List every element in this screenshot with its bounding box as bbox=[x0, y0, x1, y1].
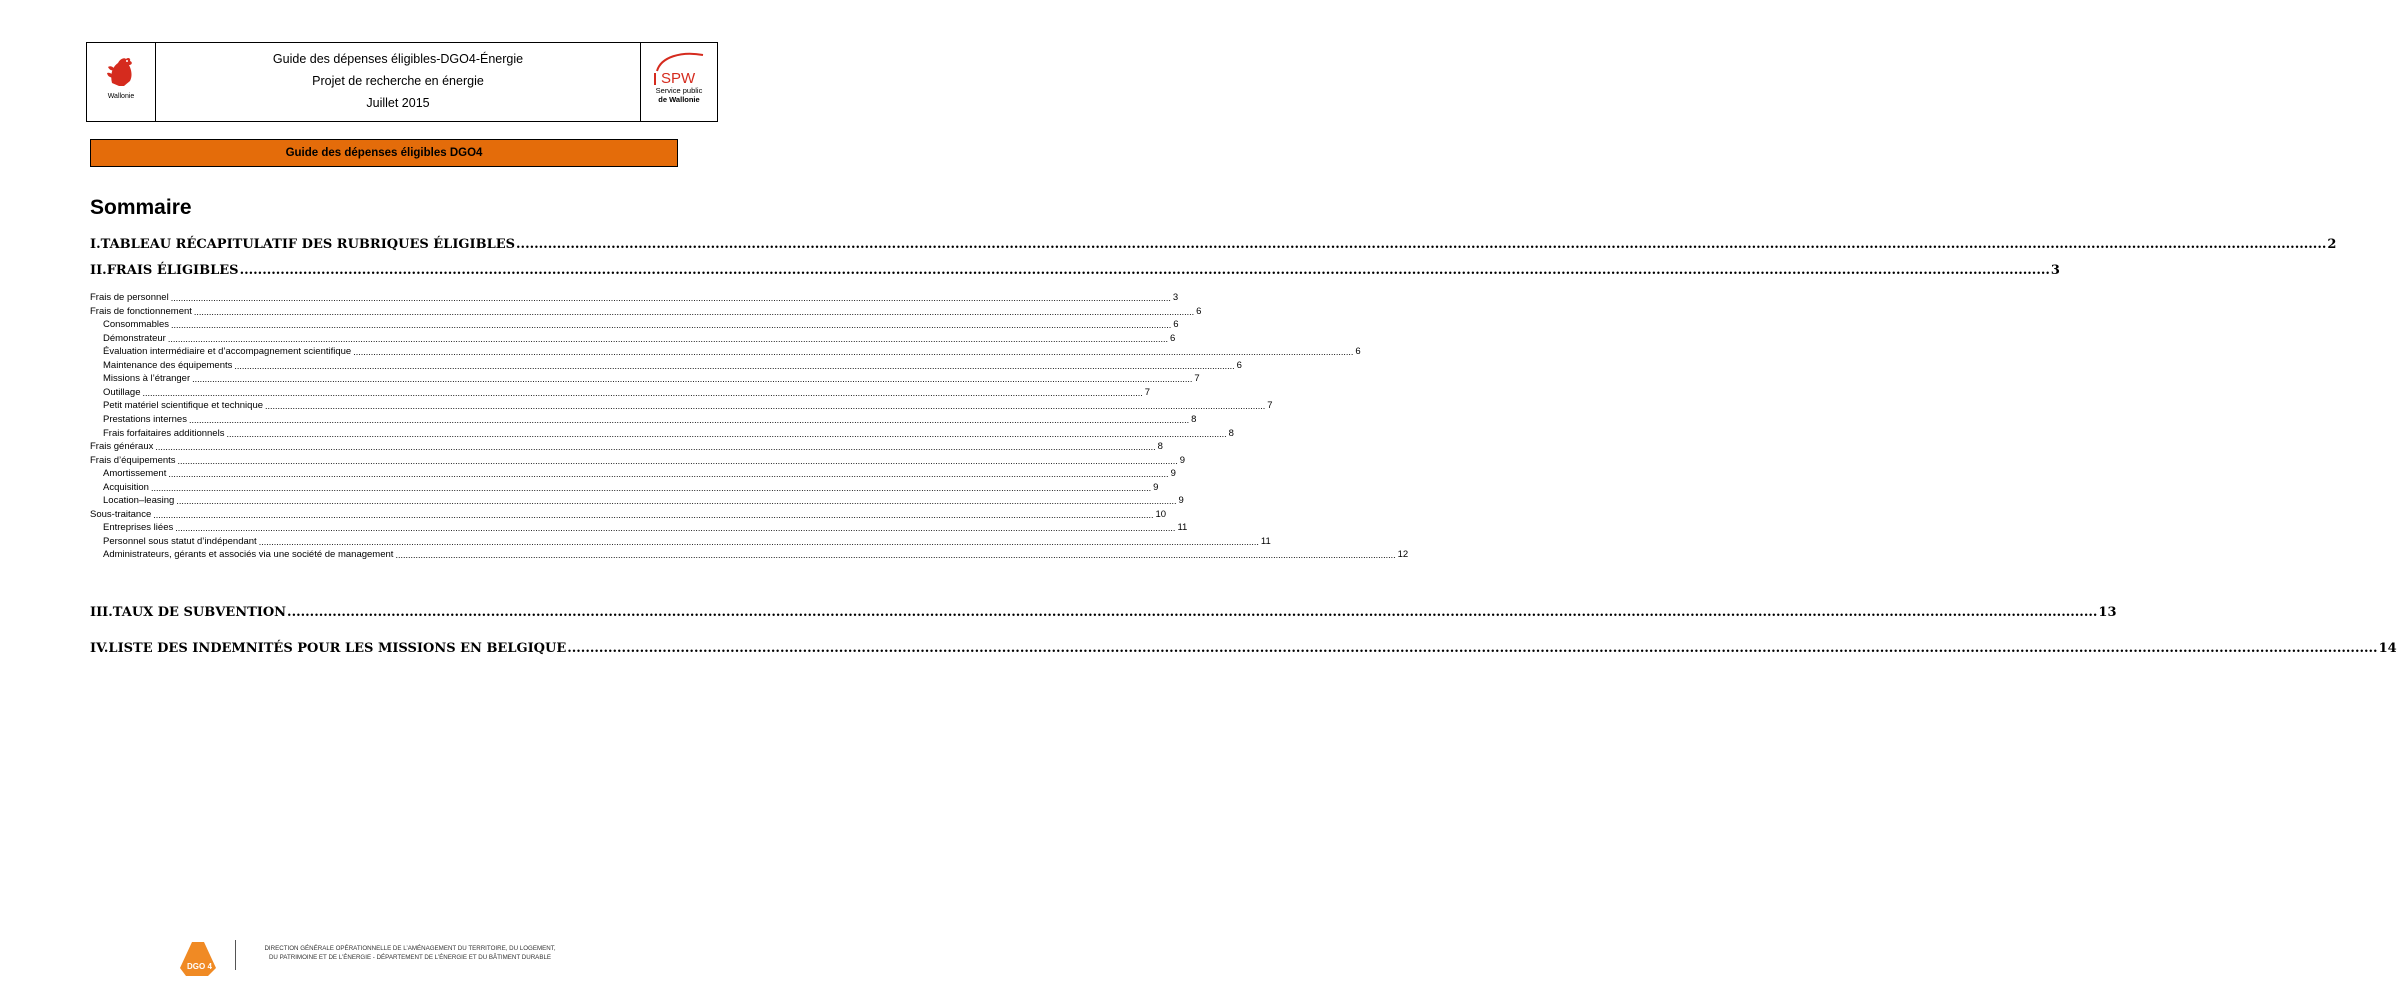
toc-heading-row[interactable] bbox=[90, 636, 2397, 656]
toc-entry-page: 9 bbox=[1179, 454, 1186, 466]
toc-entry-page: 8 bbox=[1191, 413, 1197, 425]
footer-line-1: DIRECTION GÉNÉRALE OPÉRATIONNELLE DE L’AMÉNAGEMENT DU TERRITOIRE, DU LOGEMENT, bbox=[264, 945, 556, 952]
toc-entry-page: 3 bbox=[1172, 292, 1179, 303]
toc-entry-page: 7 bbox=[1194, 373, 1200, 385]
toc-section-row[interactable] bbox=[90, 507, 1167, 520]
toc-entry-title: Location–leasing bbox=[103, 495, 175, 507]
toc-entry-title: Frais d’équipements bbox=[90, 454, 176, 466]
toc-subsection-row[interactable] bbox=[103, 493, 1184, 507]
toc-entry-page: 6 bbox=[1173, 319, 1179, 331]
toc-entry-title: Sous-traitance bbox=[90, 508, 152, 520]
toc-entry-title: Entreprises liées bbox=[103, 522, 174, 534]
toc-entry-title: Frais de personnel bbox=[90, 292, 169, 303]
toc-subsection-row[interactable] bbox=[103, 385, 1150, 398]
toc-leader-dots: ................................................................................................................................................................................................................................................................................................................................................................................................................ bbox=[153, 509, 1154, 520]
toc-entry-title: Petit matériel scientifique et technique bbox=[103, 400, 264, 412]
toc-entry-title: Maintenance des équipements bbox=[103, 359, 233, 371]
toc-entry-page: 7 bbox=[1267, 400, 1273, 412]
toc-leader-dots: ................................................................................................................................................................................................................................................................................................................................................................................................................ bbox=[176, 496, 1177, 507]
toc-entry-page: 6 bbox=[1170, 332, 1176, 344]
spw-subtitle-line2: de Wallonie bbox=[658, 95, 700, 104]
toc-subsection-row[interactable] bbox=[103, 426, 1234, 439]
toc-subsection-row[interactable] bbox=[103, 547, 1409, 561]
toc-leader-dots: ................................................................................................................................................................................................................................................................................................................................................................................................................ bbox=[265, 401, 1266, 412]
toc-heading-number: I. bbox=[90, 237, 101, 252]
toc-heading-title: TABLEAU RÉCAPITULATIF DES RUBRIQUES ÉLIGIBLES bbox=[100, 237, 516, 252]
footer-text bbox=[240, 944, 580, 962]
toc-leader-dots: ................................................................................................................................................................................................................................................................................................................................................................................................................ bbox=[239, 263, 2050, 278]
toc-leader-dots: ................................................................................................................................................................................................................................................................................................................................................................................................................ bbox=[155, 442, 1156, 453]
dgo4-logo bbox=[178, 938, 218, 978]
toc-subsection-row[interactable] bbox=[103, 344, 1361, 358]
toc-leader-dots: ................................................................................................................................................................................................................................................................................................................................................................................................................ bbox=[353, 347, 1354, 358]
toc-leader-dots: ................................................................................................................................................................................................................................................................................................................................................................................................................ bbox=[567, 641, 2378, 656]
toc-leader-dots: ................................................................................................................................................................................................................................................................................................................................................................................................................ bbox=[168, 469, 1169, 480]
toc-section-row[interactable] bbox=[90, 439, 1163, 453]
toc-heading-number: III. bbox=[90, 605, 113, 620]
toc-subsection-row[interactable] bbox=[103, 466, 1176, 480]
toc-subsection-row[interactable] bbox=[103, 398, 1273, 412]
toc-leader-dots: ................................................................................................................................................................................................................................................................................................................................................................................................................ bbox=[287, 605, 2098, 620]
toc-entry-title: Missions à l’étranger bbox=[103, 373, 191, 385]
toc-entry-page: 12 bbox=[1397, 549, 1409, 561]
toc-entry-page: 10 bbox=[1155, 508, 1167, 520]
toc-heading-title: TAUX DE SUBVENTION bbox=[112, 605, 287, 620]
toc-subsection-row[interactable] bbox=[103, 534, 1271, 547]
toc-entry-page: 8 bbox=[1228, 427, 1234, 439]
toc-subsection-row[interactable] bbox=[103, 317, 1179, 331]
toc-entry-page: 9 bbox=[1178, 495, 1184, 507]
header-line-3: Juillet 2015 bbox=[366, 96, 430, 110]
wallonie-logo-cell bbox=[87, 43, 156, 121]
toc-heading-page: 14 bbox=[2378, 641, 2397, 656]
toc-leader-dots: ................................................................................................................................................................................................................................................................................................................................................................................................................ bbox=[142, 387, 1143, 398]
toc-leader-dots: ................................................................................................................................................................................................................................................................................................................................................................................................................ bbox=[258, 536, 1259, 547]
spw-logo-text: SPW bbox=[661, 70, 696, 87]
toc-leader-dots: ................................................................................................................................................................................................................................................................................................................................................................................................................ bbox=[395, 550, 1396, 561]
toc-heading-page: 2 bbox=[2327, 237, 2337, 252]
toc-subsection-row[interactable] bbox=[103, 371, 1200, 385]
toc-entry-title: Évaluation intermédiaire et d’accompagnement scientifique bbox=[103, 346, 352, 358]
toc-entry-title: Frais généraux bbox=[90, 441, 154, 453]
toc-heading-number: II. bbox=[90, 263, 107, 278]
toc-entry-title: Acquisition bbox=[103, 481, 149, 493]
spw-logo-cell bbox=[640, 43, 717, 121]
wallonie-rooster-logo bbox=[104, 53, 140, 89]
toc-heading-page: 13 bbox=[2098, 605, 2117, 620]
toc-entry-page: 11 bbox=[1177, 522, 1188, 534]
header-line-1: Guide des dépenses éligibles-DGO4-Énergie bbox=[272, 52, 524, 66]
guide-banner: Guide des dépenses éligibles DGO4 bbox=[90, 139, 678, 167]
toc-entry-page: 6 bbox=[1355, 346, 1361, 358]
toc-subsection-row[interactable] bbox=[103, 331, 1176, 344]
toc-entry-page: 6 bbox=[1236, 359, 1242, 371]
toc-entry-title: Outillage bbox=[103, 386, 141, 398]
toc-leader-dots: ................................................................................................................................................................................................................................................................................................................................................................................................................ bbox=[188, 414, 1190, 425]
toc-leader-dots: ................................................................................................................................................................................................................................................................................................................................................................................................................ bbox=[150, 482, 1152, 493]
toc-heading-title: LISTE DES INDEMNITÉS POUR LES MISSIONS EN BELGIQUE bbox=[108, 641, 567, 656]
toc-entry-title: Prestations internes bbox=[103, 413, 187, 425]
toc-heading-page: 3 bbox=[2050, 263, 2060, 278]
toc-entry-page: 9 bbox=[1153, 481, 1159, 493]
toc-entry-page: 8 bbox=[1157, 441, 1163, 453]
toc-leader-dots: ................................................................................................................................................................................................................................................................................................................................................................................................................ bbox=[234, 360, 1235, 371]
toc-subsection-row[interactable] bbox=[103, 412, 1197, 425]
spw-subtitle bbox=[641, 86, 717, 104]
toc-leader-dots: ................................................................................................................................................................................................................................................................................................................................................................................................................ bbox=[516, 237, 2327, 252]
toc-leader-dots: ................................................................................................................................................................................................................................................................................................................................................................................................................ bbox=[177, 455, 1178, 466]
sommaire-heading: Sommaire bbox=[90, 196, 192, 219]
spw-subtitle-line1: Service public bbox=[655, 86, 703, 95]
dgo4-logo-text: DGO 4 bbox=[187, 962, 212, 971]
toc-heading-row[interactable] bbox=[90, 232, 2337, 252]
toc-section-row[interactable] bbox=[90, 304, 1202, 317]
toc-entry-title: Amortissement bbox=[103, 468, 167, 480]
toc-leader-dots: ................................................................................................................................................................................................................................................................................................................................................................................................................ bbox=[175, 523, 1176, 534]
toc-leader-dots: ................................................................................................................................................................................................................................................................................................................................................................................................................ bbox=[192, 374, 1193, 385]
toc-entry-title: Démonstrateur bbox=[103, 332, 166, 344]
spw-logo bbox=[651, 49, 707, 89]
toc-subsection-row[interactable] bbox=[103, 520, 1188, 534]
toc-heading-title: FRAIS ÉLIGIBLES bbox=[106, 263, 239, 278]
toc-subsection-row[interactable] bbox=[103, 480, 1159, 493]
footer-line-2: DU PATRIMOINE ET DE L’ÉNERGIE - DÉPARTEMENT DE L’ÉNERGIE ET DU BÂTIMENT DURABLE bbox=[268, 954, 552, 961]
toc-leader-dots: ................................................................................................................................................................................................................................................................................................................................................................................................................ bbox=[226, 428, 1227, 439]
toc-entry-title: Administrateurs, gérants et associés via une société de management bbox=[103, 549, 394, 561]
toc-entry-page: 7 bbox=[1144, 386, 1150, 398]
toc-entry-title: Frais de fonctionnement bbox=[90, 305, 192, 317]
toc-entry-title: Personnel sous statut d’indépendant bbox=[103, 535, 257, 547]
document-header bbox=[86, 42, 718, 122]
header-line-2: Projet de recherche en énergie bbox=[312, 74, 484, 88]
toc-leader-dots: ................................................................................................................................................................................................................................................................................................................................................................................................................ bbox=[167, 333, 1169, 344]
footer-separator bbox=[235, 940, 236, 970]
toc-leader-dots: ................................................................................................................................................................................................................................................................................................................................................................................................................ bbox=[171, 320, 1172, 331]
toc-section-row[interactable] bbox=[90, 453, 1186, 466]
toc-leader-dots: ................................................................................................................................................................................................................................................................................................................................................................................................................ bbox=[193, 306, 1195, 317]
toc-heading-row[interactable] bbox=[90, 600, 2117, 620]
toc-entry-title: Frais forfaitaires additionnels bbox=[103, 427, 225, 439]
toc-entry-page: 6 bbox=[1196, 305, 1202, 317]
toc-entry-page: 9 bbox=[1170, 468, 1176, 480]
wallonie-label: Wallonie bbox=[107, 93, 135, 100]
toc-entry-title: Consommables bbox=[103, 319, 169, 331]
toc-section-row[interactable] bbox=[90, 290, 1179, 303]
toc-leader-dots: ................................................................................................................................................................................................................................................................................................................................................................................................................ bbox=[170, 293, 1171, 303]
header-title-block bbox=[155, 43, 641, 121]
toc-subsection-row[interactable] bbox=[103, 358, 1242, 371]
toc-entry-page: 11 bbox=[1260, 535, 1271, 547]
toc-heading-number: IV. bbox=[90, 641, 109, 656]
toc-heading-row[interactable] bbox=[90, 258, 2060, 278]
